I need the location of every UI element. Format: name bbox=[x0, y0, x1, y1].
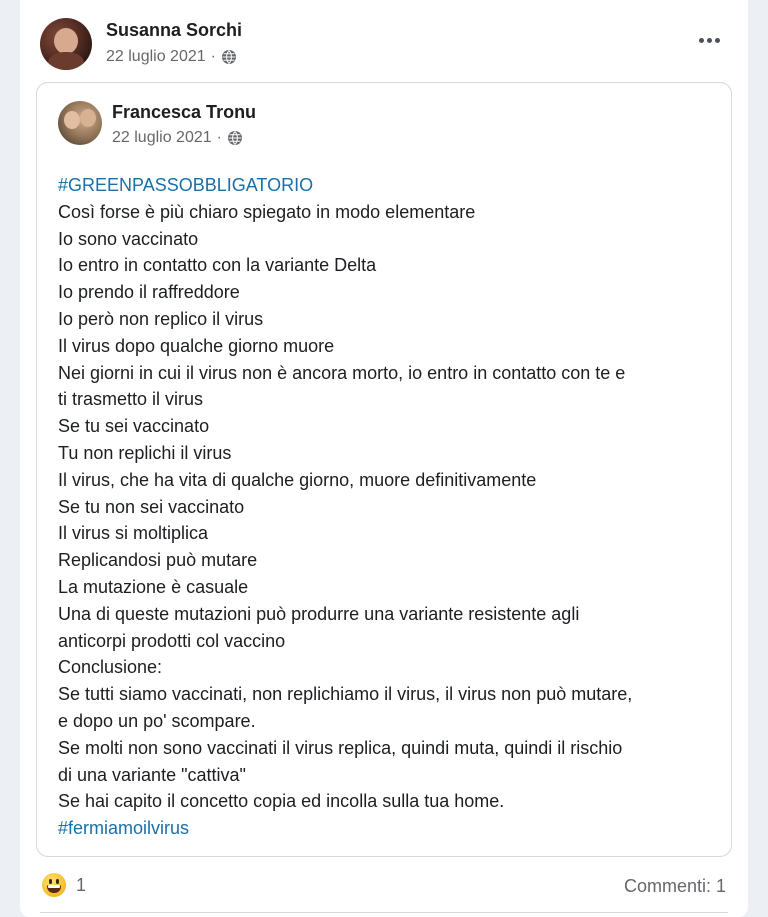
post-text-line: Una di queste mutazioni può produrre una variante resistente agli bbox=[58, 603, 580, 624]
post-card bbox=[20, 0, 748, 917]
post-meta bbox=[106, 48, 237, 66]
post-text-line: Se tutti siamo vaccinati, non replichiamo il virus, il virus non può mutare, bbox=[58, 684, 633, 705]
post-text-line: Replicandosi può mutare bbox=[58, 550, 258, 571]
author-name[interactable]: Susanna Sorchi bbox=[106, 20, 243, 40]
hashtag-link[interactable]: #fermiamoilvirus bbox=[58, 818, 190, 839]
hashtag-link[interactable]: #GREENPASSOBBLIGATORIO bbox=[58, 175, 314, 195]
dot bbox=[699, 38, 704, 43]
post-text-line: Il virus dopo qualche giorno muore bbox=[58, 335, 335, 356]
post-footer bbox=[20, 870, 748, 904]
emoji-eye bbox=[49, 879, 52, 884]
more-options-icon[interactable] bbox=[692, 26, 726, 54]
post-text-line: Se tu non sei vaccinato bbox=[58, 496, 245, 517]
comments-count-link[interactable]: Commenti: 1 bbox=[623, 876, 726, 896]
meta-separator: · bbox=[216, 129, 222, 146]
post-text-line: Il virus si moltiplica bbox=[58, 523, 209, 544]
post-text-line: Se tu sei vaccinato bbox=[58, 416, 210, 437]
shared-author-name[interactable]: Francesca Tronu bbox=[112, 102, 257, 122]
emoji-mouth bbox=[47, 885, 61, 893]
meta-separator: · bbox=[210, 48, 216, 65]
post-text-line: Io prendo il raffreddore bbox=[58, 282, 240, 303]
post-text-line: e dopo un po' scompare. bbox=[58, 710, 256, 731]
globe-icon bbox=[227, 130, 243, 146]
post-text-line: di una variante "cattiva" bbox=[58, 764, 246, 785]
post-header bbox=[40, 18, 730, 72]
post-text-line: Conclusione: bbox=[58, 657, 163, 678]
post-body-text bbox=[58, 172, 718, 842]
post-date[interactable]: 22 luglio 2021 bbox=[106, 48, 206, 65]
post-text-line: Io però non replico il virus bbox=[58, 308, 264, 329]
author-avatar[interactable] bbox=[40, 18, 92, 70]
dot bbox=[707, 38, 712, 43]
emoji-eye bbox=[56, 879, 59, 884]
post-text-line: Tu non replichi il virus bbox=[58, 442, 232, 463]
post-text-line: Il virus, che ha vita di qualche giorno, muore definitivamente bbox=[58, 469, 537, 490]
post-text-line: Io sono vaccinato bbox=[58, 228, 199, 249]
post-text-line: Se molti non sono vaccinati il virus replica, quindi muta, quindi il rischio bbox=[58, 737, 623, 758]
post-text-line: Così forse è più chiaro spiegato in modo elementare bbox=[58, 201, 476, 222]
dot bbox=[715, 38, 720, 43]
shared-post-meta bbox=[112, 129, 243, 147]
divider bbox=[40, 912, 728, 913]
globe-icon bbox=[221, 49, 237, 65]
post-text-line: Io entro in contatto con la variante Delta bbox=[58, 255, 377, 276]
post-text-line: Se hai capito il concetto copia ed incolla sulla tua home. bbox=[58, 791, 505, 812]
post-text-line: Nei giorni in cui il virus non è ancora morto, io entro in contatto con te e bbox=[58, 362, 626, 383]
shared-author-avatar[interactable] bbox=[58, 101, 102, 145]
shared-post-date[interactable]: 22 luglio 2021 bbox=[112, 129, 212, 146]
haha-emoji-icon[interactable] bbox=[42, 873, 66, 897]
reaction-count[interactable]: 1 bbox=[76, 875, 87, 895]
post-text-line: La mutazione è casuale bbox=[58, 576, 249, 597]
post-text-line: anticorpi prodotti col vaccino bbox=[58, 630, 286, 651]
post-text-line: ti trasmetto il virus bbox=[58, 389, 204, 410]
shared-post[interactable] bbox=[36, 82, 732, 857]
